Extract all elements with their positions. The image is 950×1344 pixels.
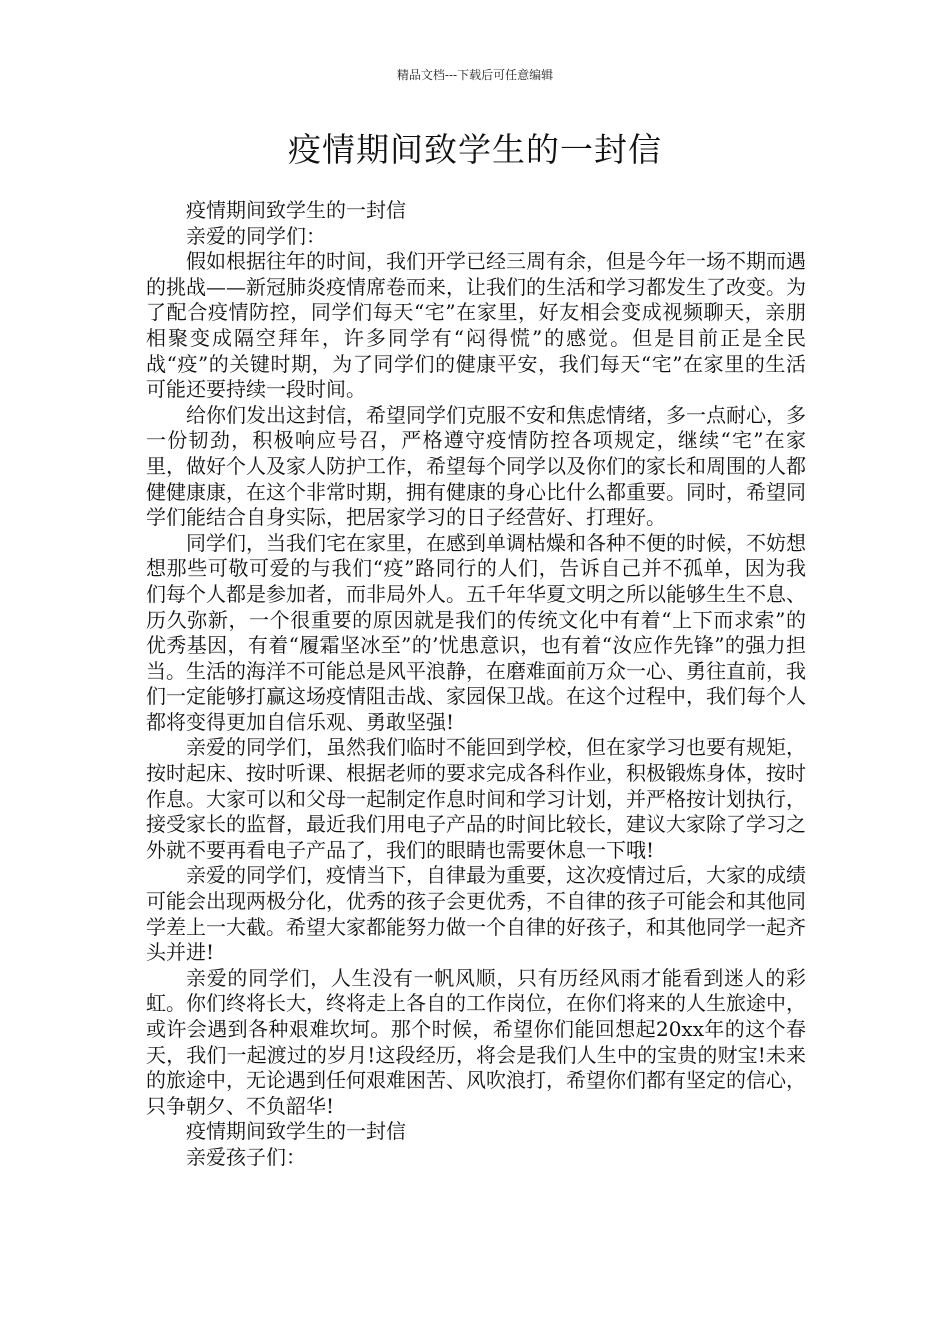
document-body bbox=[146, 198, 806, 1171]
paragraph: 假如根据往年的时间，我们开学已经三周有余，但是今年一场不期而遇的挑战——新冠肺炎疫情席卷而来，让我们的生活和学习都发生了改变。为了配合疫情防控，同学们每天“宅”在家里，好友相会变成视频聊天，亲朋相聚变成隔空拜年，许多同学有“闷得慌”的感觉。但是目前正是全民战“疫”的关键时期，为了同学们的健康平安，我们每天“宅”在家里的生活可能还要持续一段时间。 bbox=[146, 249, 806, 402]
second-letter-greeting: 亲爱孩子们： bbox=[186, 1144, 306, 1169]
paragraph: 亲爱的同学们，虽然我们临时不能回到学校，但在家学习也要有规矩，按时起床、按时听课、根据老师的要求完成各科作业，积极锻炼身体，按时作息。大家可以和父母一起制定作息时间和学习计划，并严格按计划执行，接受家长的监督，最近我们用电子产品的时间比较长，建议大家除了学习之外就不要再看电子产品了，我们的眼睛也需要休息一下哦! bbox=[146, 735, 806, 862]
paragraph: 给你们发出这封信，希望同学们克服不安和焦虑情绪，多一点耐心，多一份韧劲，积极响应号召，严格遵守疫情防控各项规定，继续“宅”在家里，做好个人及家人防护工作，希望每个同学以及你们的家长和周围的人都健健康康，在这个非常时期，拥有健康的身心比什么都重要。同时，希望同学们能结合自身实际，把居家学习的日子经营好、打理好。 bbox=[146, 402, 806, 530]
header-note: 精品文档---下载后可任意编辑 bbox=[396, 68, 554, 82]
paragraph: 亲爱的同学们，人生没有一帆风顺，只有历经风雨才能看到迷人的彩虹。你们终将长大，终将走上各自的工作岗位，在你们将来的人生旅途中，或许会遇到各种艰难坎坷。那个时候，希望你们能回想起20xx年的这个春天，我们一起渡过的岁月!这段经历，将会是我们人生中的宝贵的财宝!未来的旅途中，无论遇到任何艰难困苦、风吹浪打，希望你们都有坚定的信心，只争朝夕、不负韶华! bbox=[146, 965, 806, 1118]
second-letter-title: 疫情期间致学生的一封信 bbox=[186, 1119, 406, 1144]
body-subtitle: 疫情期间致学生的一封信 bbox=[186, 198, 406, 222]
greeting: 亲爱的同学们： bbox=[186, 223, 326, 248]
paragraph: 亲爱的同学们，疫情当下，自律最为重要，这次疫情过后，大家的成绩可能会出现两极分化，优秀的孩子会更优秀，不自律的孩子可能会和其他同学差上一大截。希望大家都能努力做一个自律的好孩子，和其他同学一起齐头并进! bbox=[146, 863, 806, 965]
document-title: 疫情期间致学生的一封信 bbox=[288, 130, 662, 169]
paragraph: 同学们，当我们宅在家里，在感到单调枯燥和各种不便的时候，不妨想想那些可敬可爱的与我们“疫”路同行的人们，告诉自己并不孤单，因为我们每个人都是参加者，而非局外人。五千年华夏文明之所以能够生生不息、历久弥新，一个很重要的原因就是我们的传统文化中有着“上下而求索”的优秀基因，有着“履霜坚冰至”的’忧患意识，也有着“汝应作先锋”的强力担当。生活的海洋不可能总是风平浪静，在磨难面前万众一心、勇往直前，我们一定能够打赢这场疫情阻击战、家园保卫战。在这个过程中，我们每个人都将变得更加自信乐观、勇敢坚强! bbox=[146, 530, 806, 734]
